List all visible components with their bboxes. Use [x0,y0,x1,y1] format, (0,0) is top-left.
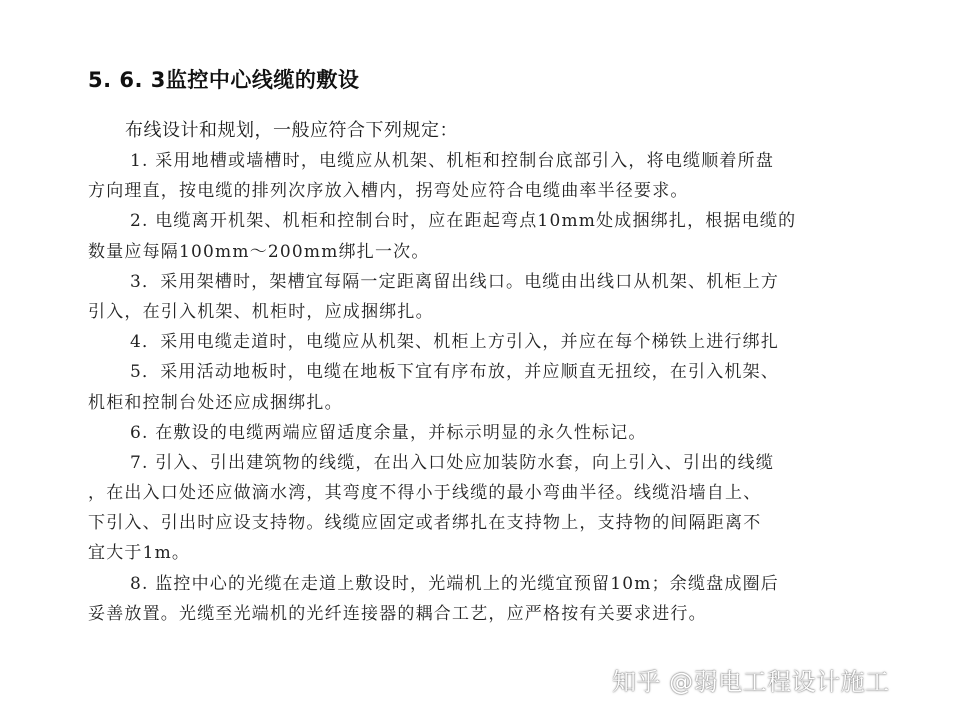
rule-8-line-2: 妥善放置。光缆至光端机的光纤连接器的耦合工艺，应严格按有关要求进行。 [88,603,707,624]
document-body [88,146,883,629]
zhihu-watermark: 知乎 @弱电工程设计施工 [612,668,890,696]
rule-6-line-1: 6. 在敷设的电缆两端应留适度余量，并标示明显的永久性标记。 [130,422,647,443]
rule-2-line-2: 数量应每隔100mm～200mm绑扎一次。 [88,241,430,262]
rule-2-line-1: 2. 电缆离开机架、机柜和控制台时，应在距起弯点10mm处成捆绑扎，根据电缆的 [130,211,797,232]
rule-8-line-1: 8. 监控中心的光缆在走道上敷设时，光端机上的光缆宜预留10m；余缆盘成圈后 [130,573,779,594]
section-heading: 5. 6. 3监控中心线缆的敷设 [88,68,360,92]
rule-7-line-1: 7. 引入、引出建筑物的线缆，在出入口处应加装防水套，向上引入、引出的线缆 [130,452,775,473]
rule-3-line-2: 引入，在引入机架、机柜时，应成捆绑扎。 [88,301,434,322]
intro-paragraph: 布线设计和规划，一般应符合下列规定： [125,120,458,141]
rule-5-line-1: 5．采用活动地板时，电缆在地板下宜有序布放，并应顺直无扭绞，在引入机架、 [130,362,780,383]
rule-7-line-2: ，在出入口处还应做滴水湾，其弯度不得小于线缆的最小弯曲半径。线缆沿墙自上、 [88,483,762,504]
rule-3-line-1: 3．采用架槽时，架槽宜每隔一定距离留出线口。电缆由出线口从机架、机柜上方 [130,271,780,292]
rule-1-line-1: 1. 采用地槽或墙槽时，电缆应从机架、机柜和控制台底部引入，将电缆顺着所盘 [130,151,775,171]
rule-5-line-2: 机柜和控制台处还应成捆绑扎。 [88,392,343,413]
rule-7-line-3: 下引入、引出时应设支持物。线缆应固定或者绑扎在支持物上，支持物的间隔距离不 [88,513,762,534]
rule-7-line-4: 宜大于1m。 [88,543,191,564]
rule-4-line-1: 4．采用电缆走道时，电缆应从机架、机柜上方引入，并应在每个梯铁上进行绑扎 [130,332,780,353]
rule-1-line-2: 方向理直，按电缆的排列次序放入槽内，拐弯处应符合电缆曲率半径要求。 [88,181,689,202]
